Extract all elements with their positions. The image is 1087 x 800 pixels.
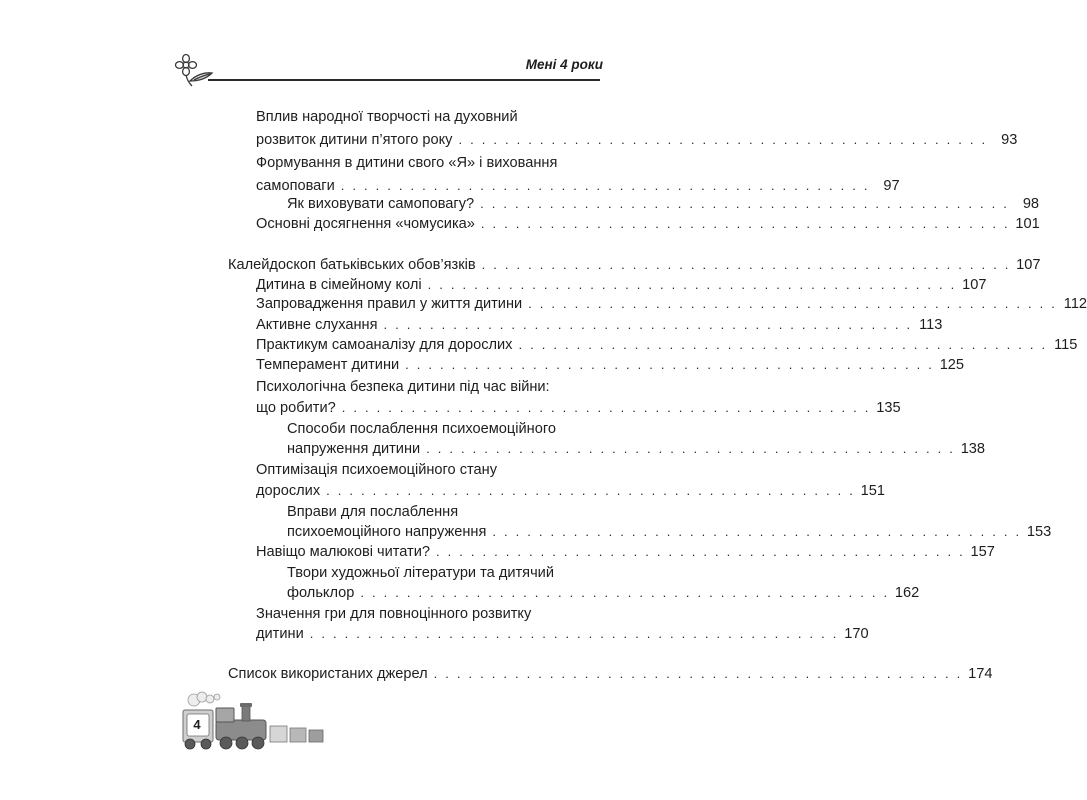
toc-section-entry: Список використаних джерел . . . . . . . . . . . . . . . . . . . . . . . . . . . . . . . . . . . . . . . . . . . . . . 174 xyxy=(228,666,993,682)
toc-page-number: 153 xyxy=(1026,524,1052,540)
toc-page-number: 113 xyxy=(919,317,943,333)
running-header-title: Мені 4 роки xyxy=(525,57,603,72)
toc-entry-text: Твори художньої літератури та дитячий xyxy=(287,565,554,581)
toc-entry-text: Способи послаблення психоемоційного xyxy=(287,421,556,437)
toc-entry: самоповаги . . . . . . . . . . . . . . . . . . . . . . . . . . . . . . . . . . . . . . . . . . . . . . 97 xyxy=(256,178,900,194)
toc-leader-dots: . . . . . . . . . . . . . . . . . . . . . . . . . . . . . . . . . . . . . . . . . . . . . . xyxy=(458,132,988,147)
toc-entry: напруження дитини . . . . . . . . . . . . . . . . . . . . . . . . . . . . . . . . . . . . . . . . . . . . . . 138 xyxy=(287,441,986,457)
toc-leader-dots: . . . . . . . . . . . . . . . . . . . . . . . . . . . . . . . . . . . . . . . . . . . . . . xyxy=(326,483,856,498)
toc-page-number: 174 xyxy=(968,666,993,682)
toc-page-number: 112 xyxy=(1063,296,1087,312)
toc-page-number: 115 xyxy=(1054,337,1078,353)
toc-leader-dots: . . . . . . . . . . . . . . . . . . . . . . . . . . . . . . . . . . . . . . . . . . . . . . xyxy=(492,524,1022,539)
toc-entry: Дитина в сімейному колі . . . . . . . . . . . . . . . . . . . . . . . . . . . . . . . . . . . . . . . . . . . . . . 107 xyxy=(256,277,987,293)
toc-entry-text: Оптимізація психоемоційного стану xyxy=(256,462,497,478)
toc-leader-dots: . . . . . . . . . . . . . . . . . . . . . . . . . . . . . . . . . . . . . . . . . . . . . . xyxy=(426,441,956,456)
toc-leader-dots: . . . . . . . . . . . . . . . . . . . . . . . . . . . . . . . . . . . . . . . . . . . . . . xyxy=(433,666,963,681)
toc-leader-dots: . . . . . . . . . . . . . . . . . . . . . . . . . . . . . . . . . . . . . . . . . . . . . . xyxy=(528,296,1058,311)
toc-entry-text: Формування в дитини свого «Я» і виховання xyxy=(256,155,558,171)
toc-page-number: 107 xyxy=(1016,257,1041,273)
toc-entry: Темперамент дитини . . . . . . . . . . . . . . . . . . . . . . . . . . . . . . . . . . . . . . . . . . . . . . 125 xyxy=(256,357,965,373)
toc-page-number: 151 xyxy=(860,483,886,499)
toc-entry: дорослих . . . . . . . . . . . . . . . . . . . . . . . . . . . . . . . . . . . . . . . . . . . . . . 151 xyxy=(256,483,886,499)
toc-leader-dots: . . . . . . . . . . . . . . . . . . . . . . . . . . . . . . . . . . . . . . . . . . . . . . xyxy=(309,626,839,641)
page-number: 4 xyxy=(193,717,201,732)
toc-page-number: 101 xyxy=(1015,216,1040,232)
toc-entry: дитини . . . . . . . . . . . . . . . . . . . . . . . . . . . . . . . . . . . . . . . . . . . . . . 170 xyxy=(256,626,869,642)
toc-page-number: 98 xyxy=(1022,196,1040,212)
toc-page-number: 138 xyxy=(960,441,986,457)
toc-leader-dots: . . . . . . . . . . . . . . . . . . . . . . . . . . . . . . . . . . . . . . . . . . . . . . xyxy=(341,400,871,415)
toc-page-number: 93 xyxy=(1001,132,1018,148)
toc-leader-dots: . . . . . . . . . . . . . . . . . . . . . . . . . . . . . . . . . . . . . . . . . . . . . . xyxy=(360,585,890,600)
toc-leader-dots: . . . . . . . . . . . . . . . . . . . . . . . . . . . . . . . . . . . . . . . . . . . . . . xyxy=(480,196,1010,211)
toc-entry: що робити? . . . . . . . . . . . . . . . . . . . . . . . . . . . . . . . . . . . . . . . . . . . . . . 135 xyxy=(256,400,901,416)
toc-leader-dots: . . . . . . . . . . . . . . . . . . . . . . . . . . . . . . . . . . . . . . . . . . . . . . xyxy=(383,317,913,332)
toc-entry-text: Значення гри для повноцінного розвитку xyxy=(256,606,532,622)
toc-entry: Основні досягнення «чомусика» . . . . . . . . . . . . . . . . . . . . . . . . . . . . . . . . . . . . . . . . . . . . . . 101 xyxy=(256,216,1040,232)
toc-leader-dots: . . . . . . . . . . . . . . . . . . . . . . . . . . . . . . . . . . . . . . . . . . . . . . xyxy=(436,544,965,559)
toc-section-entry: Калейдоскоп батьківських обов’язків . . . . . . . . . . . . . . . . . . . . . . . . . . . . . . . . . . . . . . . . . . . . . . 107 xyxy=(228,257,1041,273)
toc-entry: Запровадження правил у життя дитини . . . . . . . . . . . . . . . . . . . . . . . . . . . . . . . . . . . . . . . . . . . . . . 112 xyxy=(256,296,1087,312)
toc-entry: Практикум самоаналізу для дорослих . . . . . . . . . . . . . . . . . . . . . . . . . . . . . . . . . . . . . . . . . . . . . . 115 xyxy=(256,337,1078,353)
toc-page-number: 125 xyxy=(939,357,965,373)
toc-page-number: 97 xyxy=(883,178,900,194)
toc-entry: фольклор . . . . . . . . . . . . . . . . . . . . . . . . . . . . . . . . . . . . . . . . . . . . . . 162 xyxy=(287,585,920,601)
toc-entry: розвиток дитини п’ятого року . . . . . . . . . . . . . . . . . . . . . . . . . . . . . . . . . . . . . . . . . . . . . . 93 xyxy=(256,132,1018,148)
toc-page-number: 170 xyxy=(844,626,869,642)
toc-entry: Як виховувати самоповагу? . . . . . . . . . . . . . . . . . . . . . . . . . . . . . . . . . . . . . . . . . . . . . . 98 xyxy=(287,196,1040,212)
toc-page-number: 162 xyxy=(894,585,920,601)
toc-entry-text: Вплив народної творчості на духовний xyxy=(256,109,518,125)
toc-page-number: 157 xyxy=(970,544,995,560)
toc-leader-dots: . . . . . . . . . . . . . . . . . . . . . . . . . . . . . . . . . . . . . . . . . . . . . . xyxy=(405,357,935,372)
toc-page-number: 107 xyxy=(962,277,987,293)
toc-leader-dots: . . . . . . . . . . . . . . . . . . . . . . . . . . . . . . . . . . . . . . . . . . . . . . xyxy=(480,216,1010,231)
toc-entry: Активне слухання . . . . . . . . . . . . . . . . . . . . . . . . . . . . . . . . . . . . . . . . . . . . . . 113 xyxy=(256,317,943,333)
toc-leader-dots: . . . . . . . . . . . . . . . . . . . . . . . . . . . . . . . . . . . . . . . . . . . . . . xyxy=(340,178,870,193)
toc-entry: психоемоційного напруження . . . . . . . . . . . . . . . . . . . . . . . . . . . . . . . . . . . . . . . . . . . . . . 153 xyxy=(287,524,1052,540)
toc-page-number: 135 xyxy=(876,400,901,416)
toc-entry-text: Вправи для послаблення xyxy=(287,504,459,520)
toc-entry: Навіщо малюкові читати? . . . . . . . . . . . . . . . . . . . . . . . . . . . . . . . . . . . . . . . . . . . . . . 157 xyxy=(256,544,995,560)
toc-entry-text: Психологічна безпека дитини під час війни: xyxy=(256,379,550,395)
toc-leader-dots: . . . . . . . . . . . . . . . . . . . . . . . . . . . . . . . . . . . . . . . . . . . . . . xyxy=(427,277,957,292)
toc-leader-dots: . . . . . . . . . . . . . . . . . . . . . . . . . . . . . . . . . . . . . . . . . . . . . . xyxy=(518,337,1048,352)
toc-leader-dots: . . . . . . . . . . . . . . . . . . . . . . . . . . . . . . . . . . . . . . . . . . . . . . xyxy=(481,257,1011,272)
